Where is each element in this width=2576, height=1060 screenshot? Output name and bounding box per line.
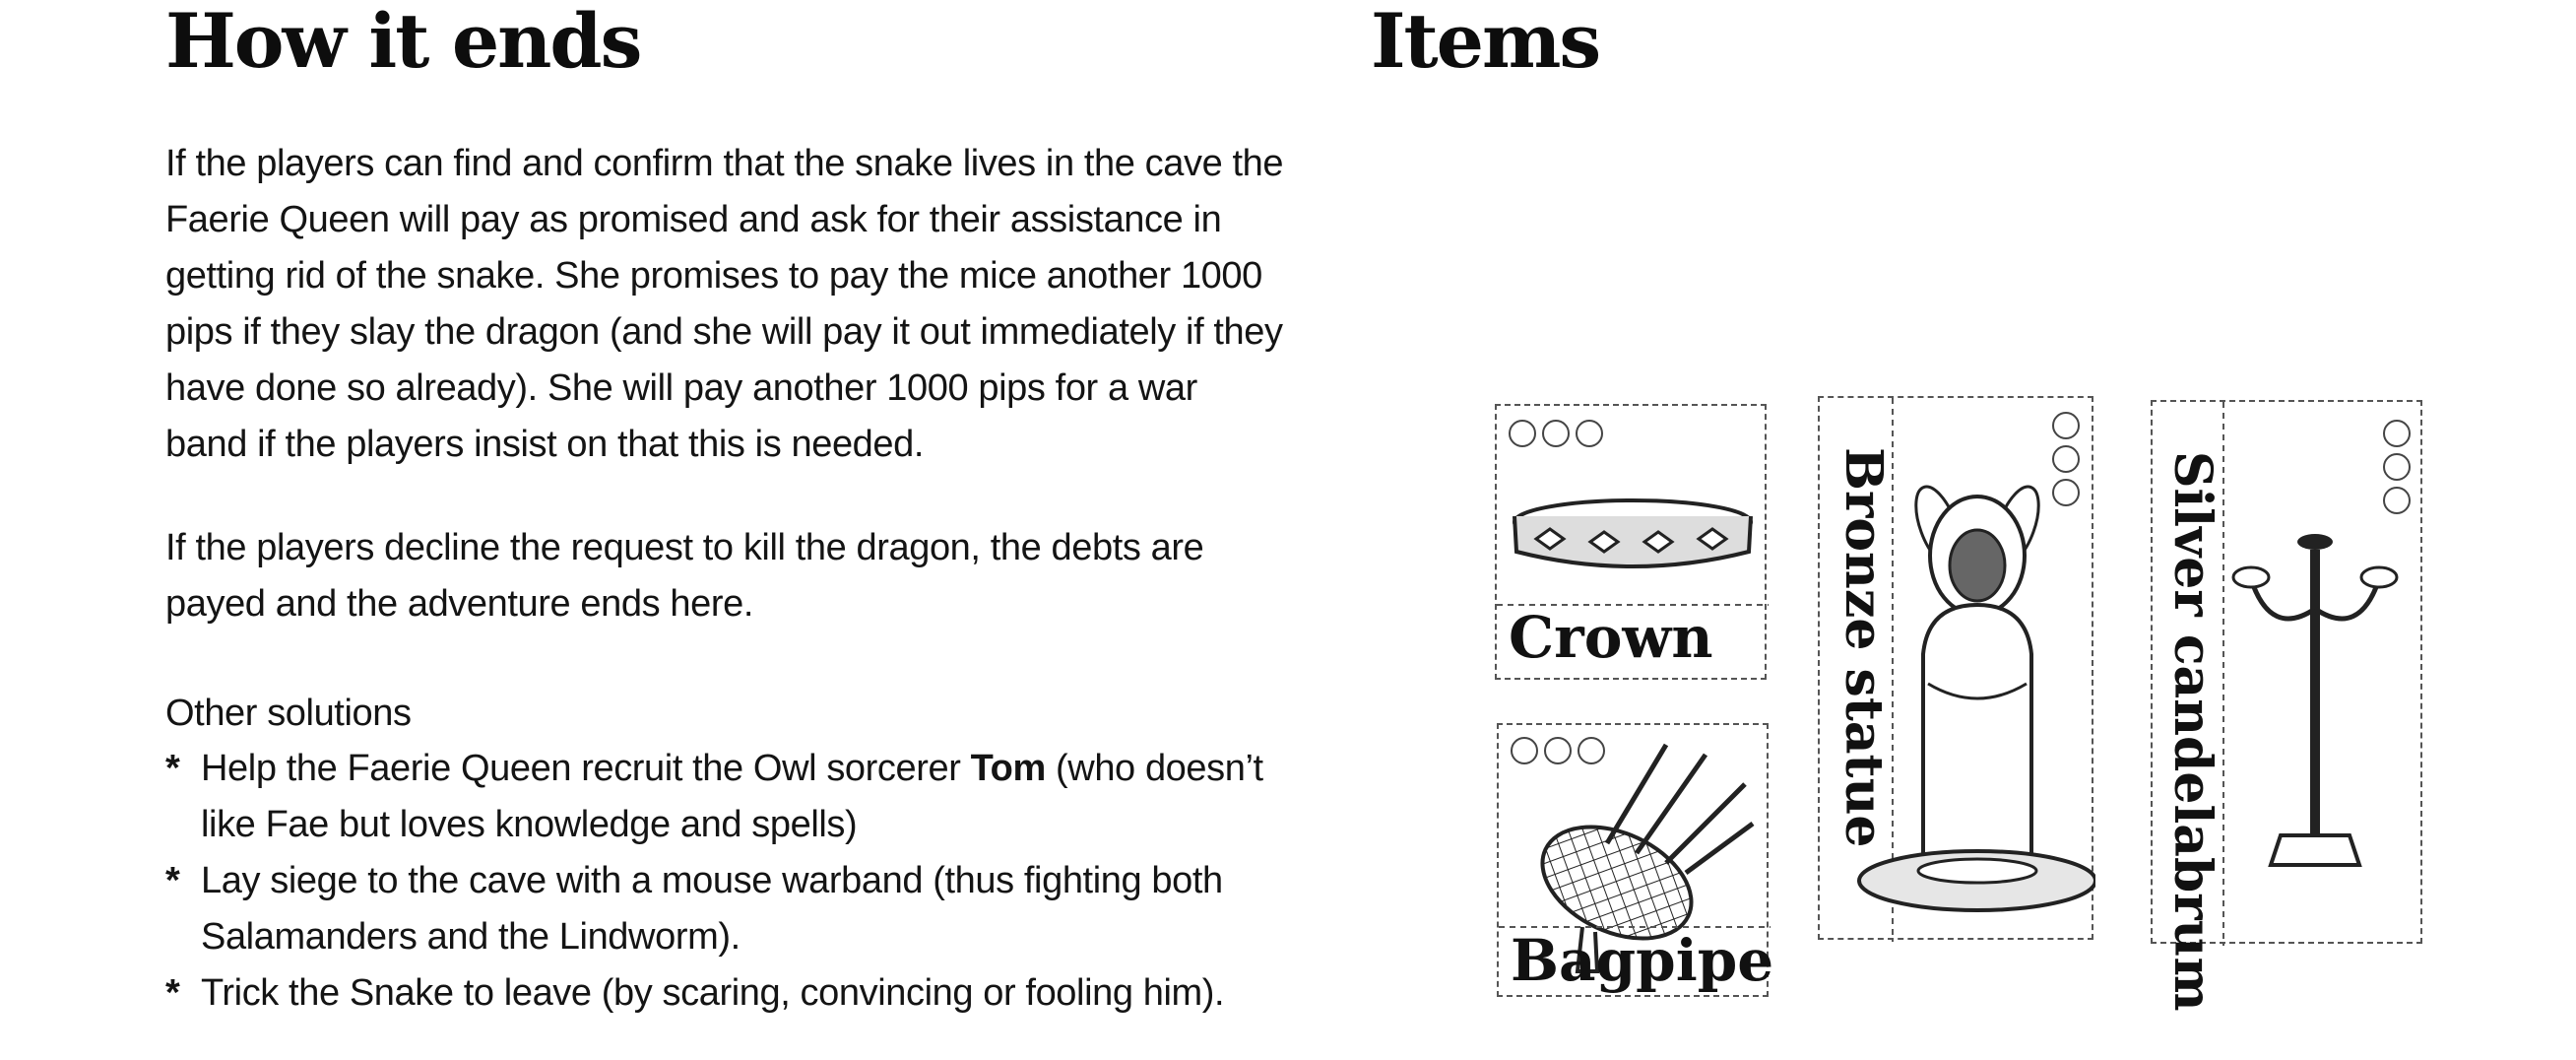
list-item: [165, 741, 1288, 853]
item-card-bronze-statue: [1818, 396, 2093, 940]
solution-text: Help the Faerie Queen recruit the Owl sorcerer: [201, 748, 971, 789]
how-it-ends-heading: How it ends: [165, 0, 641, 85]
list-item: [165, 965, 1288, 1022]
solution-text: Trick the Snake to leave (by scaring, convincing or fooling him).: [201, 972, 1225, 1014]
decline-paragraph: If the players decline the request to kill the dragon, the debts are payed and the adventure ends here.: [165, 527, 1204, 625]
items-heading: Items: [1371, 0, 1600, 85]
solutions-list: [165, 741, 1288, 1022]
card-label: Silver candelabrum: [2162, 451, 2222, 1012]
solution-text-tail: (who doesn’t like Fae but loves knowledge and spells): [201, 748, 1263, 845]
card-label: Bagpipe: [1511, 927, 1774, 994]
card-label: Crown: [1509, 604, 1713, 671]
ending-paragraph: If the players can find and confirm that the snake lives in the cave the Faerie Queen will pay as promised and ask for their assistance in getting rid of the snake. She promises to pay the mice another 1000 pips if they slay the dragon (and she will pay it out immediately if they have done so already). She will pay another 1000 pips for a war band if the players insist on that this is needed.: [165, 143, 1284, 465]
list-item: [165, 853, 1288, 965]
bullet-marker: *: [165, 748, 180, 789]
bullet-marker: *: [165, 860, 180, 901]
card-label: Bronze statue: [1834, 447, 1894, 848]
other-solutions-title: Other solutions: [165, 693, 412, 734]
item-card-crown: [1495, 404, 1767, 680]
bullet-marker: *: [165, 972, 180, 1014]
item-card-silver-candelabrum: [2151, 400, 2422, 1012]
solution-emphasis: Tom: [970, 748, 1046, 789]
item-card-bagpipe: [1497, 723, 1774, 997]
solution-text: Lay siege to the cave with a mouse warband (thus fighting both Salamanders and the Lindworm).: [201, 860, 1223, 958]
